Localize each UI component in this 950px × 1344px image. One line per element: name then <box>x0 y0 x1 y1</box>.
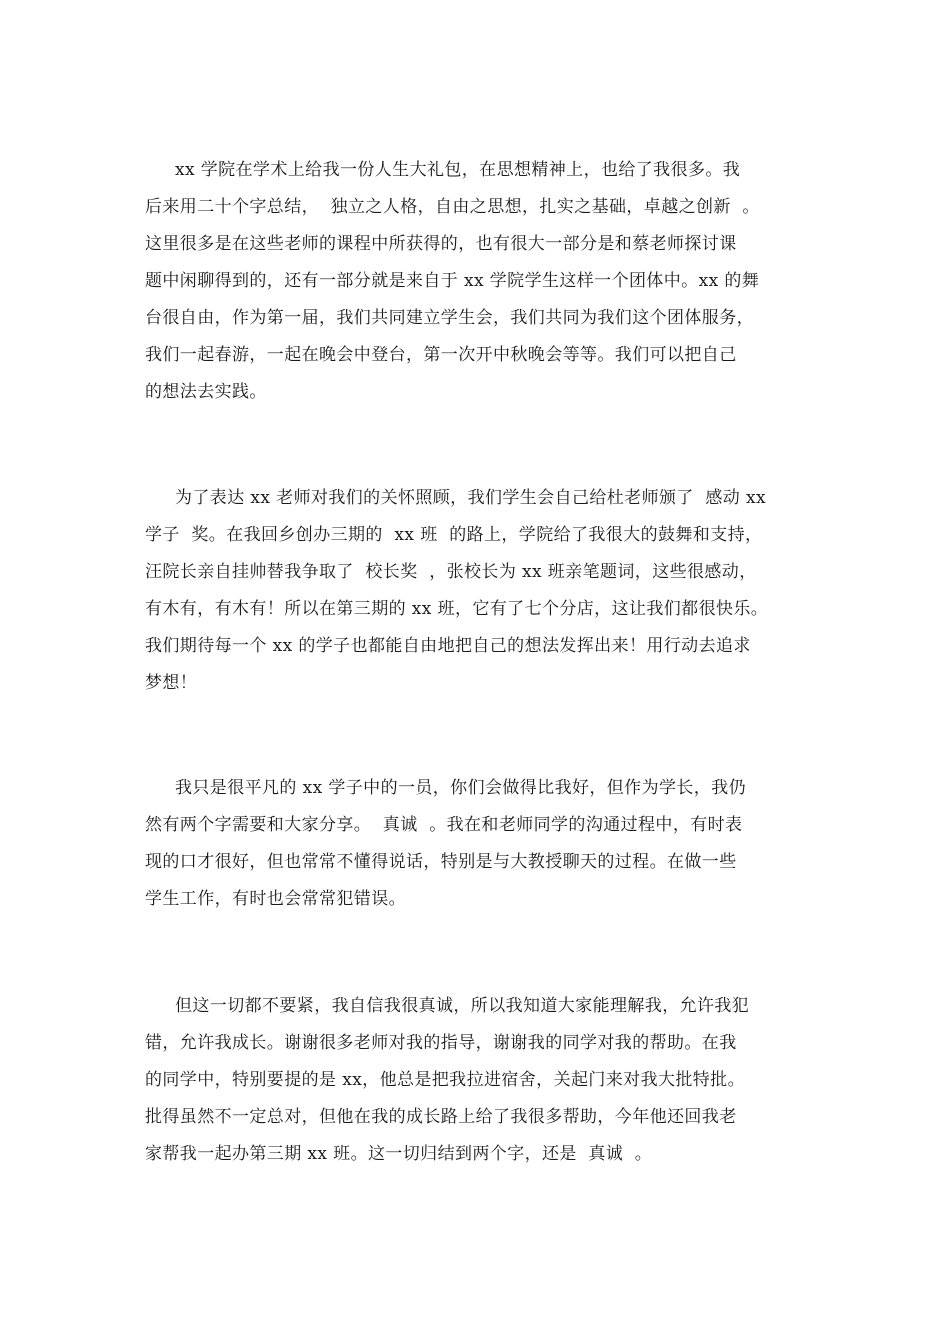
paragraph-line: 我们期待每一个 xx 的学子也都能自由地把自己的想法发挥出来！用行动去追求 <box>145 636 751 656</box>
paragraph-line: 我只是很平凡的 xx 学子中的一员，你们会做得比我好，但作为学长，我仍 <box>175 778 746 798</box>
paragraph-line: 梦想！ <box>145 673 198 693</box>
paragraph-line: 现的口才很好，但也常常不懂得说话，特别是与大教授聊天的过程。在做一些 <box>145 852 737 872</box>
paragraph-line: 但这一切都不要紧，我自信我很真诚，所以我知道大家能理解我，允许我犯 <box>175 996 750 1016</box>
paragraph-line: 学生工作，有时也会常常犯错误。 <box>145 889 406 909</box>
paragraph-line: 我们一起春游，一起在晚会中登台，第一次开中秋晚会等等。我们可以把自己 <box>145 345 737 365</box>
paragraph-line: 学子 奖。在我回乡创办三期的 xx 班 的路上，学院给了我很大的鼓舞和支持， <box>145 525 763 545</box>
paragraph-line: 错，允许我成长。谢谢很多老师对我的指导，谢谢我的同学对我的帮助。在我 <box>145 1033 737 1053</box>
paragraph-line: 汪院长亲自挂帅替我争取了 校长奖 ，张校长为 xx 班亲笔题词，这些很感动， <box>145 562 757 582</box>
paragraph-line: 这里很多是在这些老师的课程中所获得的，也有很大一部分是和蔡老师探讨课 <box>145 234 737 254</box>
paragraph-line: 批得虽然不一定总对，但他在我的成长路上给了我很多帮助，今年他还回我老 <box>145 1107 737 1127</box>
paragraph-line: 家帮我一起办第三期 xx 班。这一切归结到两个字，还是 真诚 。 <box>145 1144 653 1164</box>
paragraph-line: xx 学院在学术上给我一份人生大礼包，在思想精神上，也给了我很多。我 <box>175 160 741 180</box>
paragraph-line: 的想法去实践。 <box>145 382 267 402</box>
paragraph-1 <box>145 152 815 411</box>
paragraph-line: 的同学中，特别要提的是 xx，他总是把我拉进宿舍，关起门来对我大批特批。 <box>145 1070 745 1090</box>
paragraph-line: 题中闲聊得到的，还有一部分就是来自于 xx 学院学生这样一个团体中。xx 的舞 <box>145 271 760 291</box>
paragraph-2 <box>145 480 815 702</box>
paragraph-4 <box>145 988 815 1173</box>
paragraph-line: 台很自由，作为第一届，我们共同建立学生会，我们共同为我们这个团体服务， <box>145 308 754 328</box>
paragraph-line: 后来用二十个字总结， 独立之人格，自由之思想，扎实之基础，卓越之创新 。 <box>145 197 760 217</box>
paragraph-line: 为了表达 xx 老师对我们的关怀照顾，我们学生会自己给杜老师颁了 感动 xx <box>175 488 766 508</box>
paragraph-line: 有木有，有木有！所以在第三期的 xx 班，它有了七个分店，这让我们都很快乐。 <box>145 599 769 619</box>
paragraph-line: 然有两个字需要和大家分享。 真诚 。我在和老师同学的沟通过程中，有时表 <box>145 815 743 835</box>
paragraph-3 <box>145 770 815 918</box>
